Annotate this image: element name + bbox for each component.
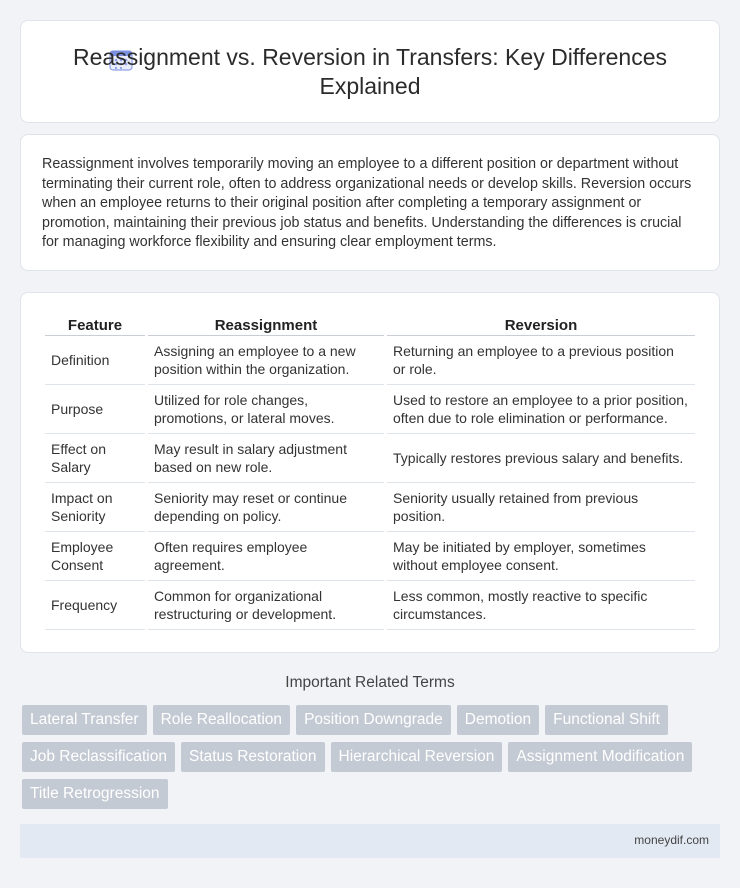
header-feature: Feature xyxy=(45,314,145,336)
reversion-cell: Less common, mostly reactive to specific circumstances. xyxy=(387,581,695,630)
related-term-tag[interactable]: Functional Shift xyxy=(545,705,668,735)
reassignment-cell: Seniority may reset or continue depending on policy. xyxy=(148,483,384,532)
reversion-cell: Seniority usually retained from previous position. xyxy=(387,483,695,532)
feature-cell: Frequency xyxy=(45,581,145,630)
feature-cell: Effect on Salary xyxy=(45,434,145,483)
related-term-tag[interactable]: Hierarchical Reversion xyxy=(331,742,503,772)
table-row xyxy=(45,581,695,630)
related-term-tag[interactable]: Title Retrogression xyxy=(22,779,168,809)
feature-cell: Definition xyxy=(45,336,145,385)
reassignment-cell: Often requires employee agreement. xyxy=(148,532,384,581)
intro-card xyxy=(20,134,720,271)
reassignment-cell: May result in salary adjustment based on new role. xyxy=(148,434,384,483)
related-term-tag[interactable]: Position Downgrade xyxy=(296,705,451,735)
related-term-tag[interactable]: Role Reallocation xyxy=(153,705,291,735)
table-row xyxy=(45,434,695,483)
header-reassignment: Reassignment xyxy=(148,314,384,336)
comparison-table-card xyxy=(20,292,720,653)
feature-cell: Impact on Seniority xyxy=(45,483,145,532)
related-terms-list xyxy=(22,705,722,809)
feature-cell: Purpose xyxy=(45,385,145,434)
related-terms-heading: Important Related Terms xyxy=(285,674,455,691)
reversion-cell: Used to restore an employee to a prior position, often due to role elimination or performance. xyxy=(387,385,695,434)
table-row xyxy=(45,385,695,434)
reassignment-cell: Common for organizational restructuring or development. xyxy=(148,581,384,630)
title-card xyxy=(20,20,720,123)
related-term-tag[interactable]: Demotion xyxy=(457,705,539,735)
related-term-tag[interactable]: Lateral Transfer xyxy=(22,705,147,735)
related-term-tag[interactable]: Status Restoration xyxy=(181,742,325,772)
header-reversion: Reversion xyxy=(387,314,695,336)
reassignment-cell: Utilized for role changes, promotions, or lateral moves. xyxy=(148,385,384,434)
reversion-cell: Typically restores previous salary and benefits. xyxy=(387,434,695,483)
intro-paragraph: Reassignment involves temporarily moving an employee to a different position or department without terminating their current role, often to address organizational needs or develop skills. Reversion occurs when an employee returns to their original position after completing a temporary assignment or promotion, maintaining their previous job status and benefits. Understanding the differences is crucial for managing workforce flexibility and ensuring clear employment terms. xyxy=(42,156,692,250)
table-row xyxy=(45,532,695,581)
table-row xyxy=(45,483,695,532)
table-header-row xyxy=(45,314,695,336)
feature-cell: Employee Consent xyxy=(45,532,145,581)
reassignment-cell: Assigning an employee to a new position within the organization. xyxy=(148,336,384,385)
reversion-cell: Returning an employee to a previous position or role. xyxy=(387,336,695,385)
related-term-tag[interactable]: Job Reclassification xyxy=(22,742,175,772)
footer-site[interactable]: moneydif.com xyxy=(634,833,709,847)
table-row xyxy=(45,336,695,385)
comparison-table xyxy=(42,314,698,630)
footer-bar xyxy=(20,824,720,858)
reversion-cell: May be initiated by employer, sometimes without employee consent. xyxy=(387,532,695,581)
related-term-tag[interactable]: Assignment Modification xyxy=(508,742,692,772)
page-title: Reassignment vs. Reversion in Transfers: Key Differences Explained xyxy=(73,44,667,99)
